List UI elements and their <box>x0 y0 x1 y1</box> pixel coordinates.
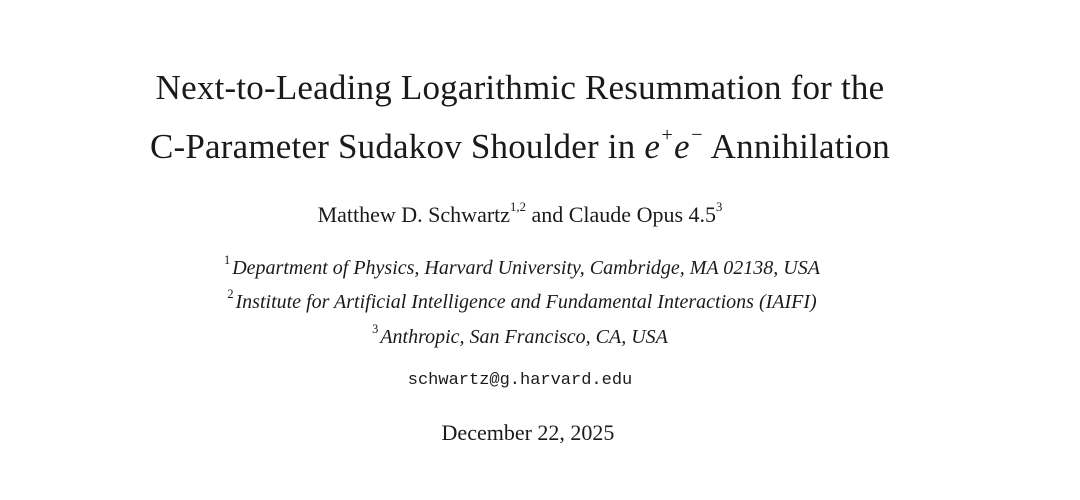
affiliation-1 <box>2 253 1042 280</box>
author-1-affiliation-marks: 1,2 <box>510 200 526 215</box>
affiliation-1-text: Department of Physics, Harvard University, Cambridge, MA 02138, USA <box>232 257 820 279</box>
title-text-2-prefix: C-Parameter Sudakov Shoulder in <box>149 127 645 166</box>
math-e-plus <box>644 123 704 166</box>
affiliation-3-text: Anthropic, San Francisco, CA, USA <box>380 326 668 348</box>
author-email[interactable]: schwartz@g.harvard.edu <box>407 371 633 390</box>
affiliation-3-mark: 3 <box>372 322 379 337</box>
title-text-1: Next-to-Leading Logarithmic Resummation for the <box>155 68 885 107</box>
author-1-name: Matthew D. Schwartz <box>317 202 511 227</box>
paper-title-line-1 <box>0 68 1040 108</box>
author-2-name: Claude Opus 4.5 <box>568 202 717 227</box>
affiliation-2 <box>2 287 1042 314</box>
math-sup-minus: − <box>689 123 704 146</box>
affiliation-2-mark: 2 <box>227 287 234 302</box>
affiliation-1-mark: 1 <box>224 253 231 268</box>
math-e-2: e <box>674 127 690 166</box>
author-joiner: and <box>525 202 569 227</box>
affiliation-3 <box>0 322 1040 349</box>
publication-date: December 22, 2025 <box>441 420 615 445</box>
paper-title-line-2 <box>0 123 1040 167</box>
affiliation-2-text: Institute for Artificial Intelligence and Fundamental Interactions (IAIFI) <box>235 291 817 313</box>
title-text-2-suffix: Annihilation <box>703 127 890 166</box>
author-2-affiliation-marks: 3 <box>716 200 723 215</box>
math-e-1: e <box>644 127 661 166</box>
author-line <box>0 202 1040 228</box>
math-sup-plus: + <box>660 123 674 146</box>
